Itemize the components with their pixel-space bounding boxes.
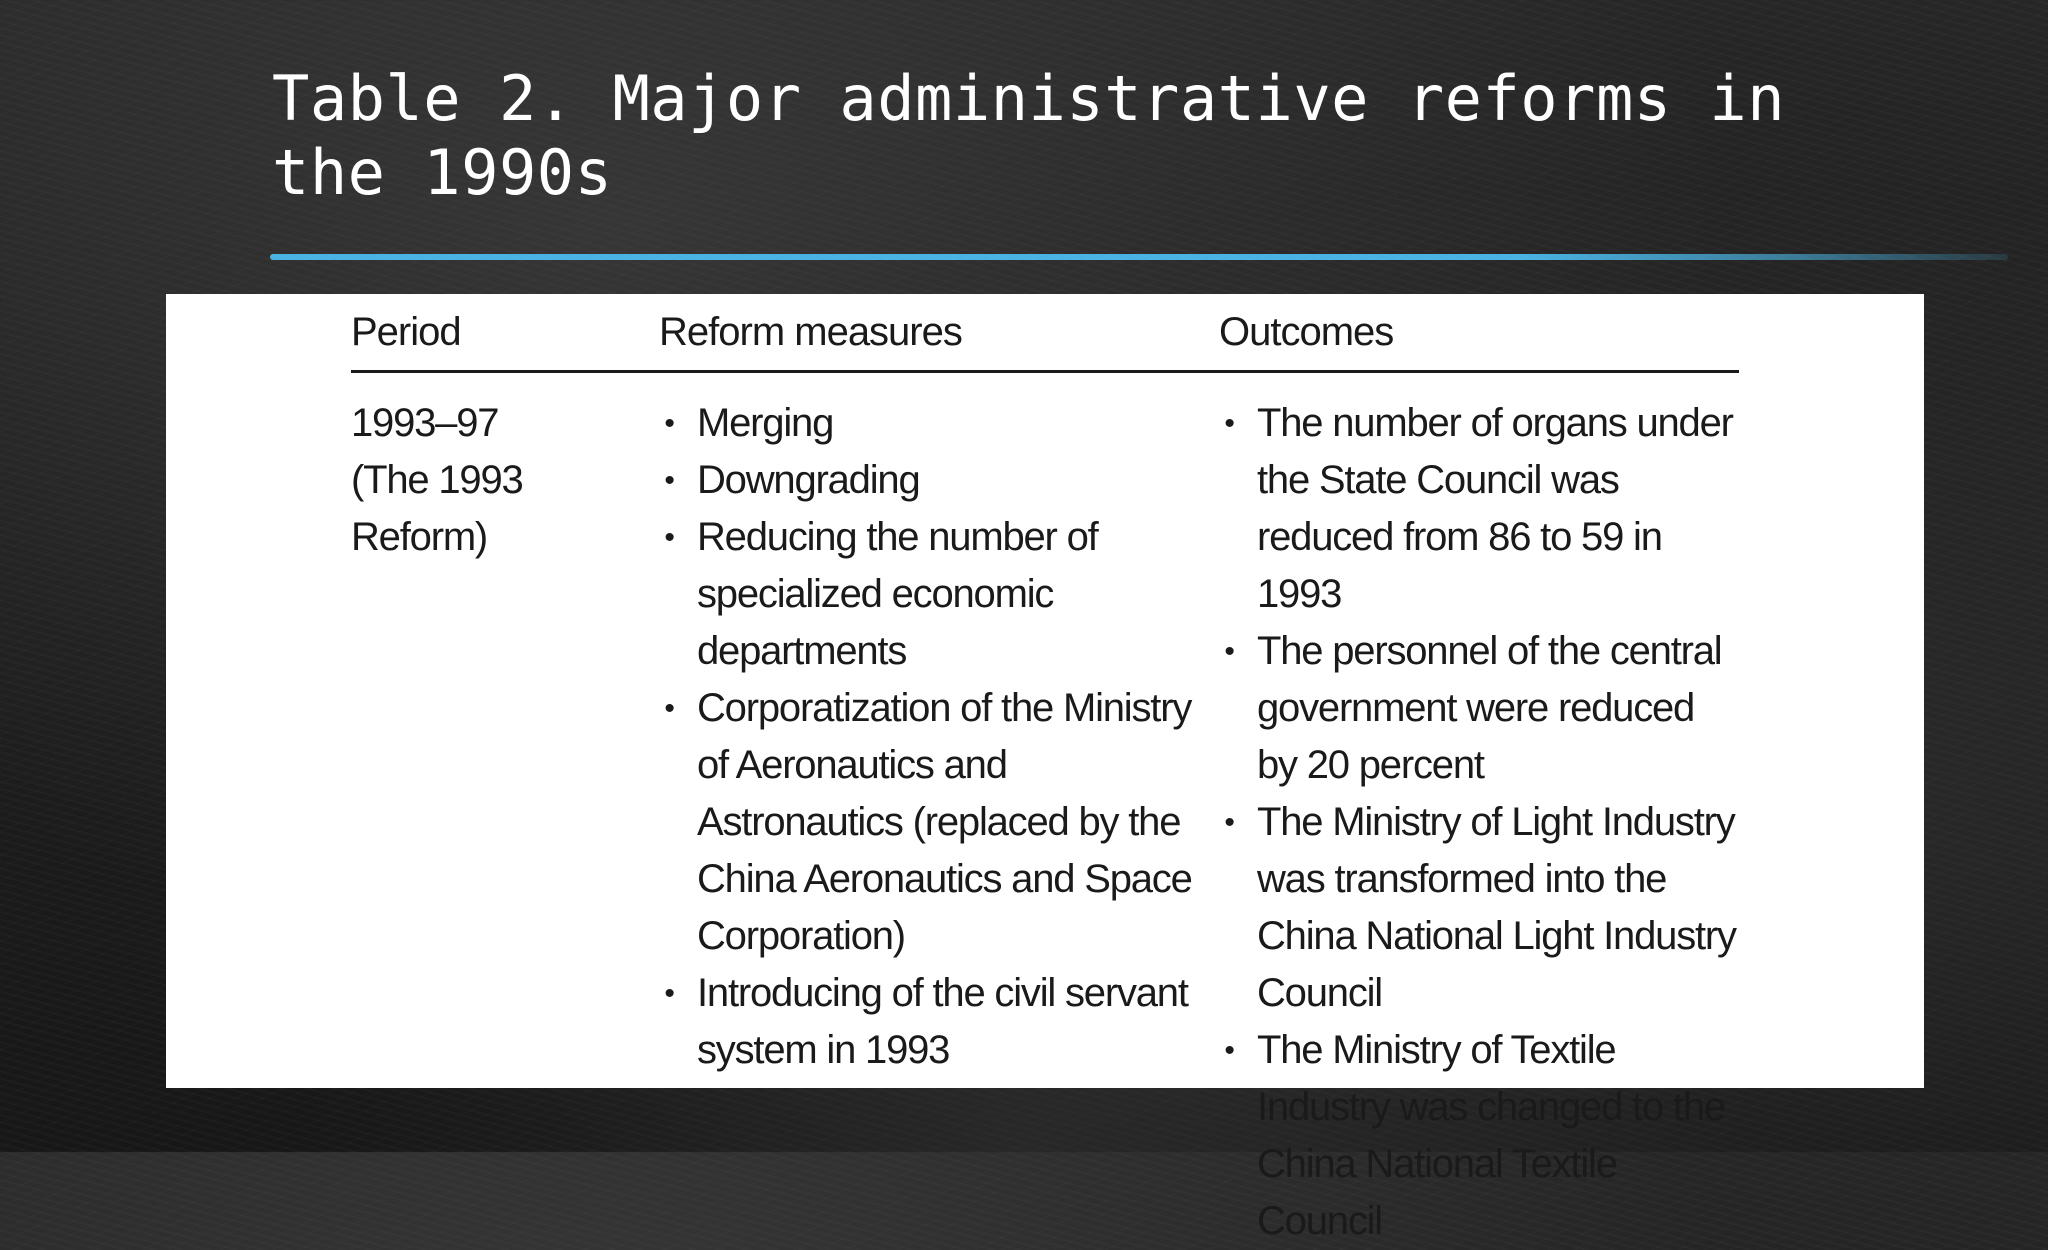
outcomes-cell bbox=[1219, 395, 1739, 1250]
header-outcomes: Outcomes bbox=[1219, 309, 1394, 354]
outcome-text: The Ministry of Light Industry was transformed into the China National Light Industry Council bbox=[1257, 800, 1736, 1015]
list-item bbox=[1219, 623, 1739, 794]
period-text: 1993–97 (The 1993 Reform) bbox=[351, 401, 523, 559]
list-item bbox=[659, 395, 1219, 452]
slide-title: Table 2. Major administrative reforms in the 1990s bbox=[272, 62, 1786, 209]
period-cell bbox=[351, 395, 659, 1250]
list-item bbox=[659, 509, 1219, 680]
outcomes-list bbox=[1219, 395, 1739, 1250]
measures-list bbox=[659, 395, 1219, 1079]
table-image-panel bbox=[166, 294, 1924, 1243]
outcome-text: The Ministry of Textile Industry was changed to the China National Textile Council bbox=[1257, 1028, 1725, 1243]
list-item bbox=[1219, 1022, 1739, 1250]
list-item bbox=[659, 452, 1219, 509]
measure-text: Downgrading bbox=[697, 458, 920, 502]
measure-text: Corporatization of the Ministry of Aeronautics and Astronautics (replaced by the China Aeronautics and Space Corporation) bbox=[697, 686, 1192, 958]
bullet-icon: • bbox=[1224, 635, 1234, 668]
outcome-text: The number of organs under the State Council was reduced from 86 to 59 in 1993 bbox=[1257, 401, 1733, 616]
list-item bbox=[1219, 794, 1739, 1022]
list-item bbox=[659, 965, 1219, 1079]
table-header-row bbox=[351, 294, 1739, 373]
reforms-table bbox=[351, 294, 1739, 1250]
title-underline bbox=[270, 254, 2008, 260]
header-period: Period bbox=[351, 309, 461, 354]
list-item bbox=[1219, 395, 1739, 623]
bullet-icon: • bbox=[664, 692, 674, 725]
measure-text: Merging bbox=[697, 401, 834, 445]
bullet-icon: • bbox=[1224, 407, 1234, 440]
bullet-icon: • bbox=[664, 521, 674, 554]
measure-text: Introducing of the civil servant system in 1993 bbox=[697, 971, 1188, 1072]
bullet-icon: • bbox=[1224, 806, 1234, 839]
bullet-icon: • bbox=[664, 977, 674, 1010]
table-row bbox=[351, 373, 1739, 1250]
bullet-icon: • bbox=[664, 464, 674, 497]
list-item bbox=[659, 680, 1219, 965]
measure-text: Reducing the number of specialized economic departments bbox=[697, 515, 1098, 673]
bullet-icon: • bbox=[664, 407, 674, 440]
header-reform-measures: Reform measures bbox=[659, 309, 962, 354]
outcome-text: The personnel of the central government were reduced by 20 percent bbox=[1257, 629, 1722, 787]
bullet-icon: • bbox=[1224, 1034, 1234, 1067]
measures-cell bbox=[659, 395, 1219, 1250]
